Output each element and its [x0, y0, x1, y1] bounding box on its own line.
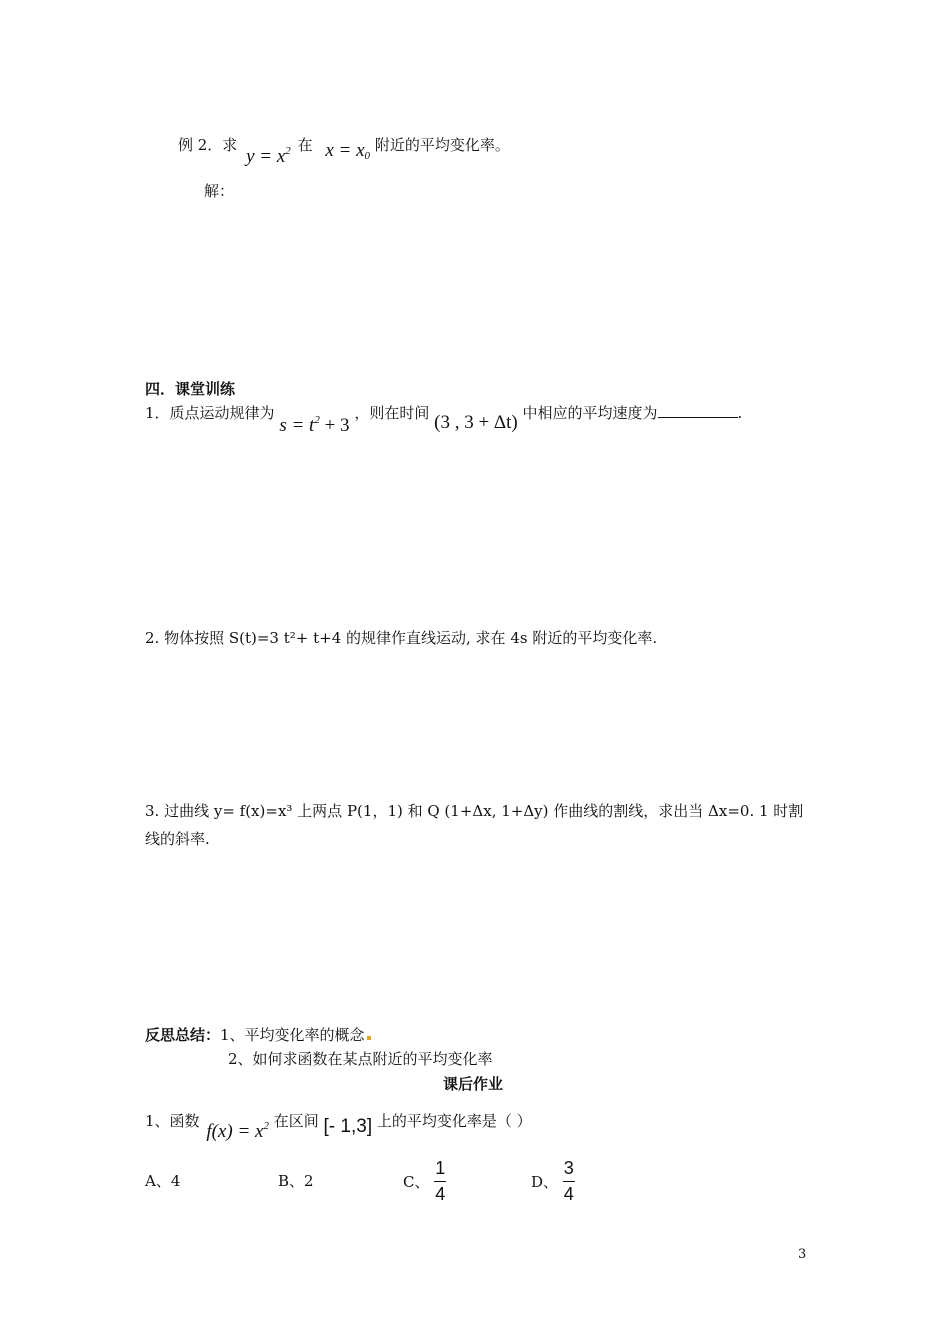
hw-q1-function: [206, 1121, 269, 1142]
option-d-denominator: 4: [563, 1184, 574, 1204]
at-word: 在: [297, 136, 313, 154]
option-c-fraction: [434, 1158, 446, 1205]
fraction-bar: [434, 1181, 446, 1182]
reflection-label: 反思总结：: [145, 1026, 221, 1044]
option-d-numerator: 3: [563, 1158, 574, 1178]
q1-text-c: 中相应的平均速度为: [522, 404, 658, 422]
example-label: 例 2．求: [178, 136, 238, 154]
option-c-numerator: 1: [435, 1158, 446, 1178]
answer-blank[interactable]: [658, 403, 738, 418]
highlight-dot: [367, 1036, 371, 1040]
option-d: [531, 1158, 575, 1205]
solution-label: 解：: [204, 182, 235, 200]
q1-text-b: ，则在时间: [354, 404, 430, 422]
q1-formula-text: s = t: [279, 415, 315, 436]
fraction-bar: [563, 1181, 575, 1182]
example-2-line: [178, 134, 510, 167]
homework-question-1: [145, 1110, 532, 1142]
function-exponent: 2: [285, 145, 291, 157]
option-b: B、2: [278, 1172, 314, 1190]
hw-function-exponent: 2: [263, 1120, 269, 1132]
q1-text-a: 1．质点运动规律为: [145, 404, 275, 422]
hw-q1-prefix: 1、函数: [145, 1112, 200, 1130]
point-text: x = x: [325, 140, 365, 161]
option-d-label: D、: [531, 1173, 559, 1191]
option-c-denominator: 4: [435, 1184, 446, 1204]
page-number: 3: [798, 1247, 807, 1262]
option-c-label: C、: [403, 1173, 430, 1191]
option-c: [403, 1158, 446, 1205]
option-a: A、4: [145, 1172, 181, 1190]
function-text: y = x: [246, 146, 286, 167]
question-1: [145, 402, 743, 436]
q1-formula-rest: + 3: [319, 415, 350, 436]
example-point: [325, 140, 370, 161]
option-d-fraction: [563, 1158, 575, 1205]
section-heading: [145, 378, 235, 399]
hw-q1-interval: [- 1,3]: [323, 1116, 373, 1137]
hw-q1-suffix: 上的平均变化率是（ ）: [376, 1112, 532, 1130]
q1-formula: [279, 415, 349, 436]
question-2: 2. 物体按照 S(t)=3 t²+ t+4 的规律作直线运动, 求在 4s 附近的平均变化率.: [145, 629, 658, 647]
example-rest: 附近的平均变化率。: [374, 136, 510, 154]
q1-formula-exponent: 2: [314, 414, 320, 426]
homework-title: 课后作业: [443, 1075, 504, 1093]
reflection-item-1: 1、平均变化率的概念: [220, 1026, 365, 1044]
q1-interval: (3 , 3 + Δt): [434, 412, 518, 433]
section-heading-text: 四．课堂训练: [145, 380, 236, 398]
hw-function-text: f(x) = x: [206, 1121, 264, 1142]
question-3-line-2: 线的斜率.: [145, 830, 210, 848]
q1-end: .: [737, 404, 743, 422]
hw-q1-mid: 在区间: [273, 1112, 319, 1130]
question-3-line-1: 3. 过曲线 y= f(x)=x³ 上两点 P(1，1) 和 Q (1+Δx, 1+Δy) 作曲线的割线，求出当 Δx=0. 1 时割: [145, 802, 804, 820]
point-subscript: 0: [364, 150, 371, 162]
reflection-item-2: 2、如何求函数在某点附近的平均变化率: [228, 1050, 493, 1068]
reflection-line-1: [145, 1024, 371, 1045]
example-function: [246, 146, 291, 167]
